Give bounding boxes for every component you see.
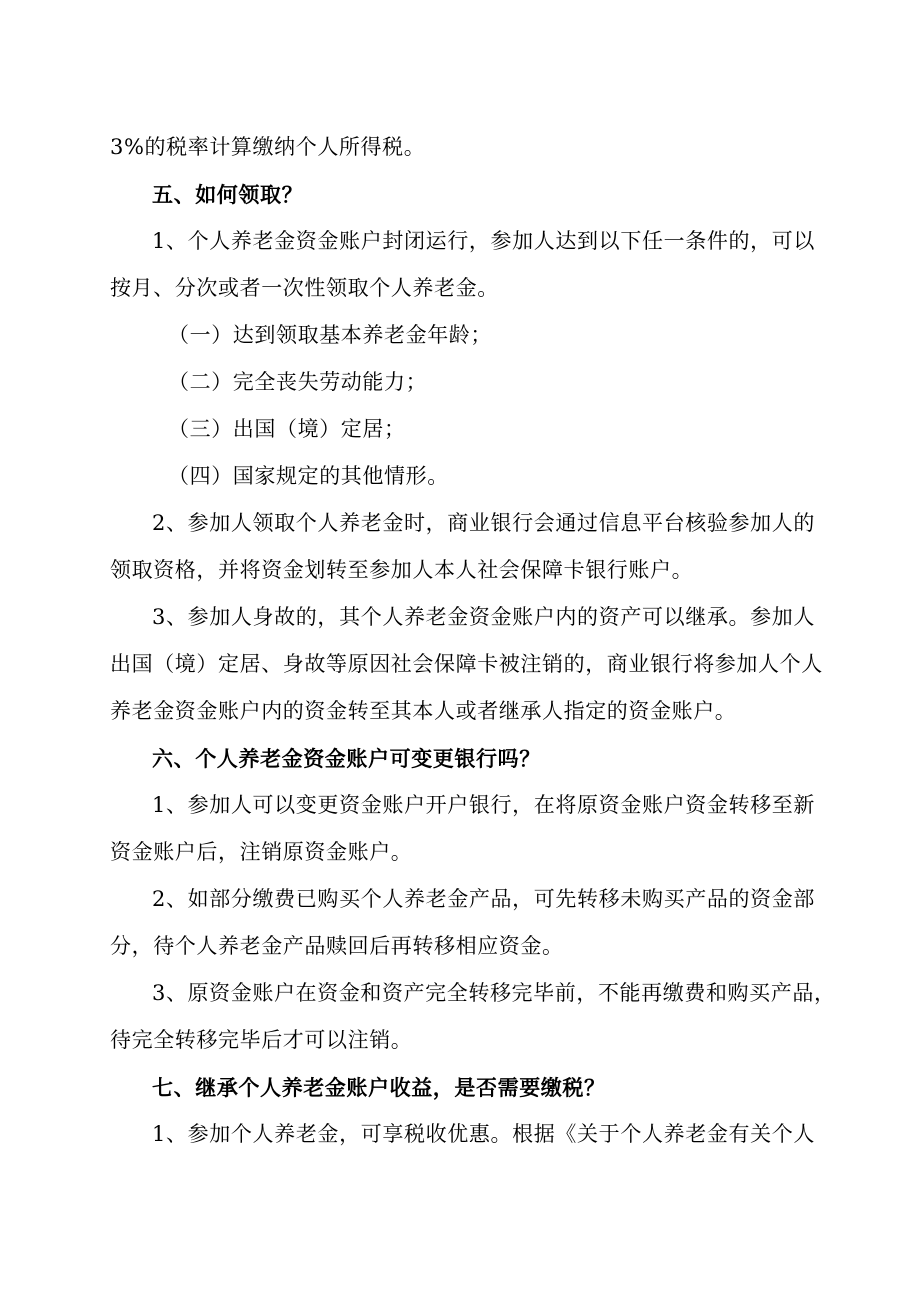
- paragraph-line: 分，待个人养老金产品赎回后再转移相应资金。: [110, 934, 564, 958]
- paragraph-line: 3、参加人身故的，其个人养老金资金账户内的资产可以继承。参加人: [152, 605, 815, 629]
- paragraph-line: 1、参加个人养老金，可享税收优惠。根据《关于个人养老金有关个人: [152, 1122, 815, 1146]
- paragraph-line: 1、个人养老金资金账户封闭运行，参加人达到以下任一条件的，可以: [152, 229, 815, 253]
- list-item: （四）国家规定的其他情形。: [168, 464, 449, 488]
- list-item: （一）达到领取基本养老金年龄；: [168, 323, 492, 347]
- paragraph-line: 按月、分次或者一次性领取个人养老金。: [110, 276, 499, 300]
- document-page: [110, 124, 836, 1158]
- list-item: （三）出国（境）定居；: [168, 417, 406, 441]
- paragraph-line: 3、原资金账户在资金和资产完全转移完毕前，不能再缴费和购买产品，: [152, 981, 836, 1005]
- paragraph-line: 待完全转移完毕后才可以注销。: [110, 1028, 413, 1052]
- paragraph-line: 领取资格，并将资金划转至参加人本人社会保障卡银行账户。: [110, 558, 694, 582]
- paragraph-line: 2、如部分缴费已购买个人养老金产品，可先转移未购买产品的资金部: [152, 887, 815, 911]
- list-item: （二）完全丧失劳动能力；: [168, 370, 428, 394]
- section-heading-6: 六、个人养老金资金账户可变更银行吗？: [152, 746, 541, 771]
- paragraph-line: 出国（境）定居、身故等原因社会保障卡被注销的，商业银行将参加人个人: [110, 652, 823, 676]
- paragraph-line: 1、参加人可以变更资金账户开户银行，在将原资金账户资金转移至新: [152, 793, 815, 817]
- paragraph-line: 资金账户后，注销原资金账户。: [110, 840, 413, 864]
- paragraph-line: 2、参加人领取个人养老金时，商业银行会通过信息平台核验参加人的: [152, 511, 815, 535]
- section-heading-5: 五、如何领取？: [152, 182, 304, 207]
- paragraph-line: 养老金资金账户内的资金转至其本人或者继承人指定的资金账户。: [110, 699, 737, 723]
- paragraph-line: 3%的税率计算缴纳个人所得税。: [110, 135, 426, 159]
- section-heading-7: 七、继承个人养老金账户收益，是否需要缴税？: [152, 1075, 606, 1100]
